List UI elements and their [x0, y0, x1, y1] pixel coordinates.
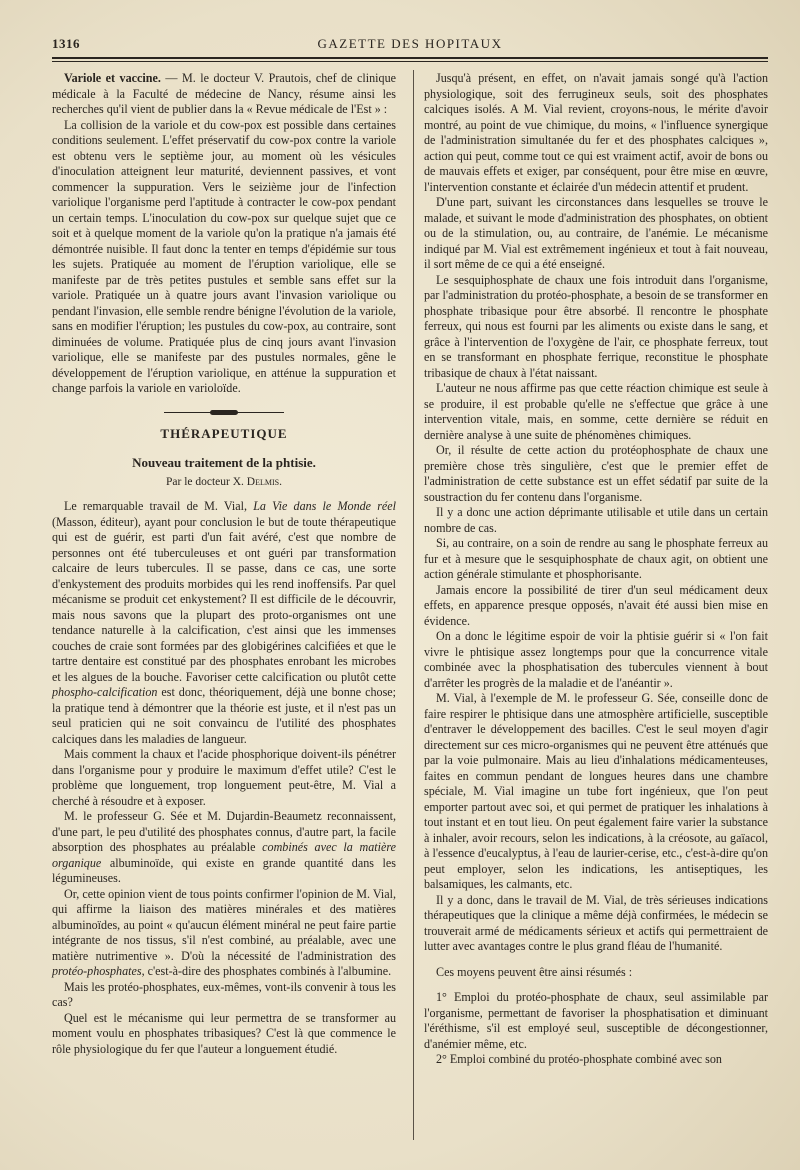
summary-item-2: 2° Emploi combiné du protéo-phosphate combiné avec son: [436, 1052, 722, 1066]
article-paragraph-3: [52, 809, 396, 887]
right-paragraph-8: Jamais encore la possibilité de tirer d'un seul médicament deux effets, en apparence presque opposés, n'avait été aussi bien mise en évidence.: [424, 582, 768, 628]
summary-gap-2: [424, 980, 768, 990]
right-column: [424, 71, 768, 1068]
article-paragraph-4: [52, 887, 396, 980]
column-divider: [413, 70, 414, 1140]
right-paragraph-9: On a donc le légitime espoir de voir la phtisie guérir si « l'on fait vivre le phtisique assez longtemps pour que la concurrence vitale combinée avec la phosphatisation des tubercules viennent à bout d'arrêter les progrès de la maladie et de l'anéantir ».: [424, 629, 768, 690]
p3-text-a: M. le professeur G. Sée et M. Dujardin-Beaumetz reconnaissent, d'une part, le peu d'utilité des phosphates connus, d'autre part, la facile absorption des phosphates au préalable: [52, 809, 396, 854]
journal-title: GAZETTE DES HOPITAUX: [317, 36, 503, 51]
summary-intro: Ces moyens peuvent être ainsi résumés :: [436, 964, 633, 979]
right-paragraph-4: L'auteur ne nous affirme pas que cette réaction chimique est seule à se produire, il est probable qu'elle ne s'effectue que grâce à une intervention vitale, mais, en somme, cette dernière se réduit en dernière analyse à une suite de phénomènes chimiques.: [424, 381, 768, 442]
p1-text-b: (Masson, éditeur), ayant pour conclusion le but de toute thérapeutique qui est de guérir, est parti d'un fait avéré, c'est que nombre de personnes ont été tuberculeuses et ont guéri par transformation calcaire de leurs tubercules. Il se passe, dans ce cas, une sorte d'enkystement des produits morbides qui les rend inoffensifs. Par quel mécanisme se produit cet enkystement? Il est difficile de le découvrir, mais nous savons que la plupart des proto-organismes ont une tendance naturelle à la calcification, c'est ainsi que les immenses couches de craie sont formées par des globigérines calcifiées et que le tartre dentaire est constitué par des phosphates enrobant les microbes et les algues de la bouche. Favoriser cette calcification ou plutôt cette: [52, 514, 396, 684]
p4-text-a: Or, cette opinion vient de tous points confirmer l'opinion de M. Vial, qui affirme la liaison des matières minérales et des matières albuminoïdes, au point « qu'aucun élément minéral ne peut faire partie intégrante de nos tissus, s'il n'est combiné, au préalable, avec une matière nutrimentive ». D'où la nécessité de l'administration des: [52, 886, 396, 963]
article-paragraph-1: [52, 499, 396, 747]
section-heading: THÉRAPEUTIQUE: [160, 425, 288, 441]
right-paragraph-11: Il y a donc, dans le travail de M. Vial, de très sérieuses indications thérapeutiques que la clinique a même déjà confirmées, le médecin se trouverait armé de médicaments sérieux et actifs qui permettraient de lutter avec avantages contre le plus grand fléau de l'humanité.: [424, 892, 768, 953]
p4-text-b: , c'est-à-dire des phosphates combinés à l'albumine.: [141, 964, 392, 978]
variole-intro-text: — M. le docteur V. Prautois, chef de clinique médicale à la Faculté de médecine de Nancy, résume ainsi les recherches qu'il vient de publier dans la « Revue médicale de l'Est » :: [52, 71, 397, 116]
right-paragraph-5: Or, il résulte de cette action du protéophosphate de chaux une première chose très singulière, c'est que le premier effet de l'administration de cette substance est un effet sédatif par suite de la soustraction du fer contenu dans l'organisme.: [424, 443, 768, 504]
left-column: [52, 71, 396, 1057]
page-header: [52, 36, 768, 54]
article-paragraph-2: Mais comment la chaux et l'acide phosphorique doivent-ils pénétrer dans l'organisme pour y produire le maximum d'effet utile? C'est le problème que longuement, trop longuement peut-être, M. Vial a cherché à résoudre et à exposer.: [52, 747, 396, 808]
article-byline: [52, 475, 396, 491]
section-ornament: [164, 410, 284, 416]
header-rule-thin: [52, 61, 768, 62]
right-paragraph-10: M. Vial, à l'exemple de M. le professeur G. Sée, conseille donc de faire respirer le phtisique dans une atmosphère artificielle, susceptible d'entraver le développement des bacilles. C'est le seul moyen d'agir directement sur ces micro-organismes qui ne peuvent être atténués que par la voie pulmonaire. Mais au lieu d'inhalations médicamenteuses, faites en commun pendant de longues heures dans une chambre spéciale, M. Vial imagine un tube fort ingénieux, que l'on peut emporter partout avec soi, et qui permet de pratiquer les inhalations à tout instant et en tout lieu. On peut également faire varier la substance à inhaler, avoir recours, selon les indications, à la créosote, au gaïacol, à l'essence d'eucalyptus, à l'eau de laurier-cerise, etc., c'est-à-dire qu'on peut employer, selon les indications, les antiseptiques, les balsamiques, les calmants, etc.: [424, 691, 768, 891]
p3-text-b: albuminoïde, qui existe en grande quantité dans les légumineuses.: [52, 855, 396, 885]
right-paragraph-6: Il y a donc une action déprimante utilisable et utile dans un certain nombre de cas.: [424, 505, 768, 535]
byline-author: Delmis.: [246, 475, 282, 488]
right-paragraph-2: D'une part, suivant les circonstances dans lesquelles se trouve le malade, et suivant le mode d'administration des phosphates, on obtient ou de la stimulation, ou, au contraire, de l'anémie. Le mécanisme indiqué par M. Vial est extrêmement ingénieux et tout à fait nouveau, il sort même de ce qui a été enseigné.: [424, 195, 768, 271]
variole-intro-paragraph: [52, 71, 396, 118]
right-paragraph-3: Le sesquiphosphate de chaux une fois introduit dans l'organisme, par l'administration du protéo-phosphate, a besoin de se transformer en phosphate tribasique pour être absorbé. Il rencontre le phosphate ferreux, qui nous est fourni par les aliments ou existe dans le sang, et grâce à l'intervention de l'oxygène de l'air, ce phosphate ferreux, tout en se transformant en phosphate ferrique, reconstitue le phosphate tribasique de chaux à l'état naissant.: [424, 272, 768, 380]
header-rule-thick: [52, 57, 768, 59]
p1-text-c: est donc, théoriquement, déjà une bonne chose; la pratique tend à démontrer que la théorie est juste, et il n'est pas un seul praticien qui ne soit convaincu de l'utilité des phosphates calciques dans les maladies de langueur.: [52, 685, 396, 746]
summary-gap: [424, 955, 768, 965]
p1-text-a: Le remarquable travail de M. Vial,: [64, 499, 254, 513]
article-paragraph-5: Mais les protéo-phosphates, eux-mêmes, vont-ils convenir à tous les cas?: [52, 979, 396, 1009]
variole-paragraph: La collision de la variole et du cow-pox est possible dans certaines conditions seulement. L'effet préservatif du cow-pox contre la variole est obtenu vers le septième jour, au moment où les vésicules d'inoculation atteignent leur maturité, deviennent passives, et vont commencer la suppuration. Vers le seizième jour de l'infection variolique l'organisme perd l'aptitude à contracter le cow-pox pendant un certain temps. L'inoculation du cow-pox sur quelque sujet que ce soit et à quelque moment de la variole qu'on la pratique n'a jamais été démontrée nuisible. Il faut donc la tenter en temps d'épidémie sur tous les sujets. Pratiquée au moment de l'éruption variolique, elle se manifeste par de très petites pustules et semble sans effet sur la variole. Pratiquée un à quatre jours avant l'invasion variolique ou pendant l'invasion, elle semble rendre bénigne l'évolution de la variole, sans en modifier l'éruption; les pustules du cow-pox, au contraire, sont diminuées de volume. Pratiquée plus de cinq jours avant l'invasion variolique, elle se manifeste par des pustules normales, gêne le développement de l'éruption variolique, en atténue la suppuration et change parfois la variole en varioloïde.: [52, 117, 396, 395]
p4-italic-term: protéo-phosphates: [52, 964, 142, 978]
byline-prefix: Par le docteur X.: [166, 475, 247, 488]
right-paragraph-7: Si, au contraire, on a soin de rendre au sang le phosphate ferreux au fur et à mesure que le sesquiphosphate de chaux agit, on obtient une action générale stimulante et phosphorisante.: [424, 536, 768, 581]
page-number: 1316: [52, 36, 80, 51]
p1-italic-term: phospho-calcification: [52, 685, 158, 699]
variole-title: Variole et vaccine.: [64, 71, 161, 85]
article-title: Nouveau traitement de la phtisie.: [132, 455, 316, 470]
right-paragraph-1: Jusqu'à présent, en effet, on n'avait jamais songé qu'à l'action physiologique, soit des ferrugineux seuls, soit des phosphates calciques isolés. A M. Vial revient, croyons-nous, le mérite d'avoir montré, au point de vue chimique, du moins, « l'influence synergique de l'administration simultanée du fer et des phosphates calciques », action qui peut, comme tout ce qui est vraiment actif, avoir de bons ou de mauvais effets et exiger, par conséquent, pour être mise en œuvre, l'intervention constante et éclairée d'un médecin attentif et prudent.: [424, 71, 768, 194]
summary-item-1: 1° Emploi du protéo-phosphate de chaux, seul assimilable par l'organisme, permettant de favoriser la phosphatisation et diminuant l'éréthisme, s'il est employé seul, susceptible de décongestionner, d'anémier même, etc.: [424, 990, 768, 1051]
article-paragraph-6: Quel est le mécanisme qui leur permettra de se transformer au moment voulu en phosphates tribasiques? C'est là que commence le rôle physiologique du fer que l'auteur a longuement étudié.: [52, 1010, 396, 1056]
p3-italic-term: combinés avec la matière organique: [52, 840, 396, 870]
book-title: La Vie dans le Monde réel: [253, 499, 397, 513]
